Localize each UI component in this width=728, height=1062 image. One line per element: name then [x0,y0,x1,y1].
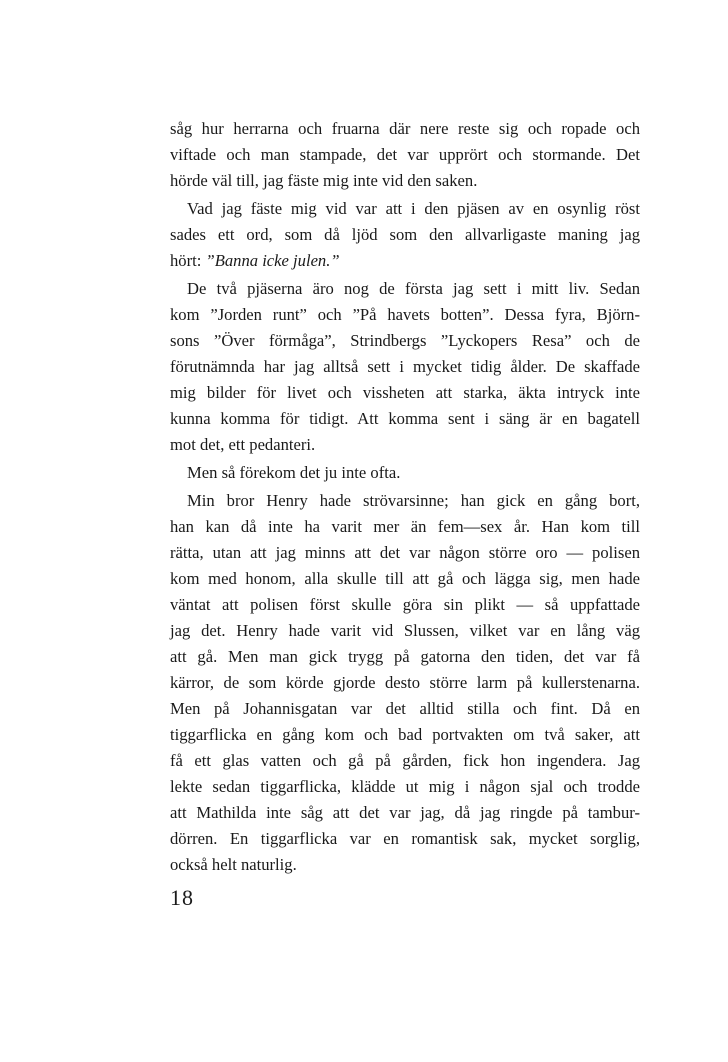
text-line: Vad jag fäste mig vid var att i den pjäsen av en osynlig röst [187,199,640,218]
text-line: sons ”Över förmåga”, Strindbergs ”Lyckopers Resa” och de [170,331,640,350]
text-line: också helt naturlig. [170,855,297,874]
text-line: Men på Johannisgatan var det alltid stilla och fint. Då en [170,699,640,718]
text-line: viftade och man stampade, det var upprört och stormande. Det [170,145,640,164]
text-line: att gå. Men man gick trygg på gatorna den tiden, det var få [170,647,640,666]
text-line: jag det. Henry hade varit vid Slussen, vilket var en lång väg [170,621,640,640]
text-line: lekte sedan tiggarflicka, klädde ut mig i någon sjal och trodde [170,777,640,796]
text-line: att Mathilda inte såg att det var jag, då jag ringde på tambur- [170,803,640,822]
paragraph [170,276,640,458]
text-line: väntat att polisen först skulle göra sin plikt — så uppfattade [170,595,640,614]
text-line: kom med honom, alla skulle till att gå och lägga sig, men hade [170,569,640,588]
text-line: hörde väl till, jag fäste mig inte vid den saken. [170,171,478,190]
text-line: tiggarflicka en gång kom och bad portvakten om två saker, att [170,725,640,744]
text-line: kom ”Jorden runt” och ”På havets botten”. Dessa fyra, Björn- [170,305,640,324]
text-line: mig bilder för livet och vissheten att starka, äkta intryck inte [170,383,640,402]
text-line: kärror, de som körde gjorde desto större larm på kullerstenarna. [170,673,640,692]
paragraph [170,460,640,486]
text-line: såg hur herrarna och fruarna där nere reste sig och ropade och [170,119,640,138]
text-line: förutnämnda har jag alltså sett i mycket tidig ålder. De skaffade [170,357,640,376]
text-line: mot det, ett pedanteri. [170,435,316,454]
paragraph [170,116,640,194]
text-line: rätta, utan att jag minns att det var någon större oro — polisen [170,543,640,562]
text-line [170,248,640,274]
text-line: De två pjäserna äro nog de första jag sett i mitt liv. Sedan [187,279,640,298]
italic-quote: ”Banna icke julen.” [205,251,340,270]
text-line: få ett glas vatten och gå på gården, fick hon ingendera. Jag [170,751,640,770]
text-line: dörren. En tiggarflicka var en romantisk sak, mycket sorglig, [170,829,640,848]
text-line: kunna komma för tidigt. Att komma sent i säng är en bagatell [170,409,640,428]
text-line: sades ett ord, som då ljöd som den allvarligaste maning jag [170,225,640,244]
text-fragment: hört: [170,251,206,270]
text-line: Men så förekom det ju inte ofta. [187,463,401,482]
body-text [170,116,640,878]
text-line: han kan då inte ha varit mer än fem—sex år. Han kom till [170,517,640,536]
paragraph [170,196,640,274]
text-line: Min bror Henry hade strövarsinne; han gick en gång bort, [187,491,640,510]
page-number: 18 [170,885,194,910]
paragraph [170,488,640,878]
